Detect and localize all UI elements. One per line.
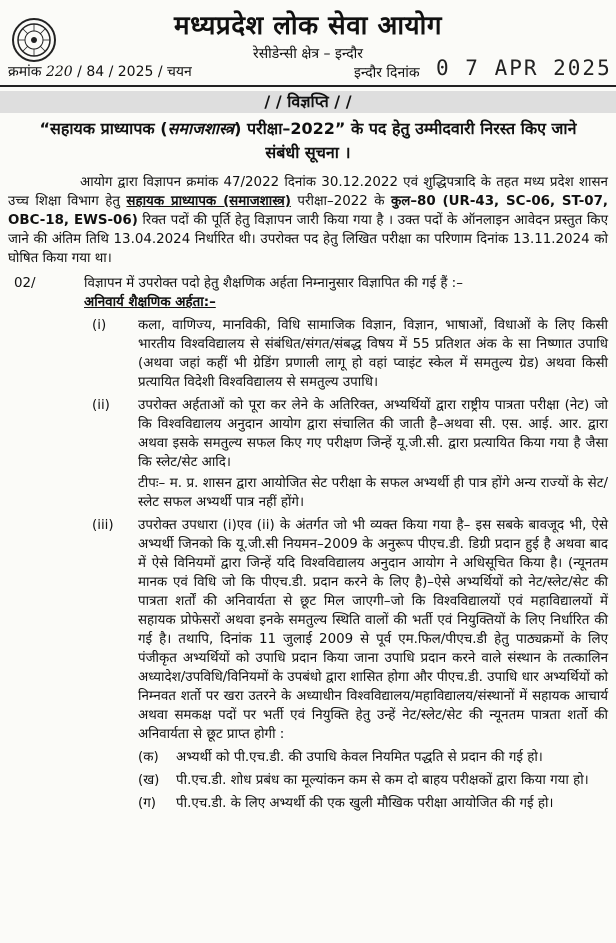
sub-list-item (0, 794, 616, 813)
notice-subject (0, 114, 616, 163)
section-02 (0, 274, 616, 312)
reference-handwritten-number: 220 (45, 64, 73, 80)
sub-item-number: (ख) (138, 773, 160, 788)
organization-address: रेसीडेन्सी क्षेत्र – इन्दौर (252, 46, 363, 62)
item-text: कला, वाणिज्य, मानविकी, विधि सामाजिक विज्ञान, विज्ञान, भाषाओं, विधाओं के लिए किसी भारतीय विश्वविद्यालय से संबंधित/संगत/संबद्ध विषय में 55 प्रतिशत अंक के सा निष्णात उपाधि (अथवा जहां कहीं भी ग्रेडिंग प्रणाली लागू हो वहां प्वाइंट स्केल में समतुल्य ग्रेड) अथवा किसी प्रत्यायित विदेशी विश्वविद्यालय से समतुल्य उपाधि। (138, 318, 608, 390)
item-text: उपरोक्त अर्हताओं को पूरा कर लेने के अतिरिक्त, अभ्यर्थियों द्वारा राष्ट्रीय पात्रता परीक्षा (नेट) जो कि विश्वविद्यालय अनुदान आयोग द्वारा संचालित की जाती है–अथवा सी. एस. आई. आर. द्वारा अथवा इसके समतुल्य सफल किए गए परीक्षण जिन्हें यू.जी.सी. द्वारा प्रत्यायित किया गया है जैसा कि स्लेट/सेट आदि। (138, 398, 608, 470)
subject-text-2: ) परीक्षा–2022” के पद हेतु उम्मीदवारी निरस्त किए जाने संबंधी सूचना । (234, 119, 577, 162)
reference-prefix: क्रमांक (8, 64, 42, 80)
sub-list-item (0, 748, 616, 767)
item-note: टीपः– म. प्र. शासन द्वारा आयोजित सेट परीक्षा के सफल अभ्यर्थी ही पात्र होंगे अन्य राज्यों के सेट/स्लेट सफल अभ्यर्थी पात्र नहीं होंगे। (138, 476, 608, 510)
notice-banner: / / विज्ञप्ति / / (0, 91, 616, 113)
sub-item-text: पी.एच.डी. शोध प्रबंध का मूल्यांकन कम से कम दो बाहय परीक्षकों द्वारा किया गया हो। (176, 773, 589, 788)
sub-item-text: अभ्यर्थी को पी.एच.डी. की उपाधि केवल नियमित पद्धति से प्रदान की गई हो। (176, 750, 543, 765)
sub-item-text: पी.एच.डी. के लिए अभ्यर्थी की एक खुली मौखिक परीक्षा आयोजित की गई हो। (176, 796, 554, 811)
place-date-label: इन्दौर दिनांक (354, 65, 420, 81)
para1-text-a: आयोग द्वारा विज्ञापन क्रमांक 47/2022 दिनांक 30.12.2022 एवं शुद्धिपत्रादि के तहत मध्य प्रदेश शासन उच्च शिक्षा विभाग हेतु (8, 175, 608, 209)
item-number: (iii) (92, 518, 114, 533)
sub-list-item (0, 771, 616, 790)
subject-text-1: “सहायक प्राध्यापक ( (39, 119, 168, 138)
organization-name: मध्यप्रदेश लोक सेवा आयोग (174, 11, 442, 41)
subject-text-italic: समाजशास्त्र (167, 119, 235, 138)
para1-text-c: परीक्षा–2022 के (290, 194, 391, 209)
list-item (0, 516, 616, 744)
para1-vacancy-count: कुल–80 (UR-43, SC-06, ST-07, OBC-18, EWS-06) (8, 194, 608, 228)
list-item (0, 396, 616, 512)
date-stamp: 0 7 APR 2025 (436, 56, 612, 80)
section-number: 02/ (14, 276, 36, 291)
para1-text-e: रिक्त पदों की पूर्ति हेतु विज्ञापन जारी किया गया है । उक्त पदों के ऑनलाइन आवेदन प्रस्तुत किए जाने की अंतिम तिथि 13.04.2024 निर्धारित थी। उपरोक्त पद हेतु लिखित परीक्षा का परिणाम दिनांक 13.11.2024 को घोषित किया गया था। (8, 213, 608, 266)
item-text: उपरोक्त उपधारा (i)एव (ii) के अंतर्गत जो भी व्यक्त किया गया है– इस सबके बावजूद भी, ऐसे अभ्यर्थी जिनको कि यू.जी.सी नियमन–2009 के अनुरूप पीएच.डी. डिग्री प्रदान हुई है अथवा बाद में ऐसे विनियमों द्वारा जिन्हें यदि विश्वविद्यालय अनुदान आयोग ने अधिसूचित किया है। (न्यूनतम मानक एवं विधि जो कि पीएच.डी. प्रदान करने के लिए है)–ऐसे अभ्यर्थियों को नेट/स्लेट/सेट की पात्रता शर्तों की अनिवार्यता से छूट मिल जाएगी–जो कि विश्वविद्यालयों एवं महाविद्यालयों में सहायक प्रोफेसरों अथवा इनके समतुल्य स्थिति वालों की भर्ती एवं नियुक्तियों के लिए निर्धारित की गई है। तथापि, दिनांक 11 जुलाई 2009 से पूर्व एम.फिल/पीएच.डी हेतु पाठ्यक्रमों के लिए पंजीकृत अभ्यर्थियों को उपाधि प्रदान किया जाना उपाधि प्रदान करने वाले संस्थान के तत्कालिन अध्यादेश/उपविधि/विनियमों के उपबंधो द्वारा शासित होगा और पीएच.डी. उपाधि धार अभ्यर्थियों को निम्नवत शर्तो पर खरा उतरने के अध्याधीन विश्वविद्यालय/महाविद्यालय/संस्थानों में सहायक आचार्य अथवा समकक्ष पदों पर भर्ती एवं नियुक्ति हेतु उन्हें नेट/स्लेट/सेट की न्यूनतम पात्रता शर्तो की अनिवार्यता से छूट प्राप्त होगी : (138, 518, 608, 742)
reference-suffix: / 84 / 2025 / चयन (77, 64, 192, 80)
item-number: (i) (92, 318, 107, 333)
sub-item-number: (क) (138, 750, 159, 765)
section-intro: विज्ञापन में उपरोक्त पदो हेतु शैक्षणिक अर्हता निम्नानुसार विज्ञापित की गई हैं :– (84, 276, 463, 291)
reference-number (8, 62, 192, 81)
item-number: (ii) (92, 398, 110, 413)
letterhead (0, 0, 616, 114)
sub-item-number: (ग) (138, 796, 156, 811)
paragraph-01 (8, 173, 608, 268)
para1-post-name: सहायक प्राध्यापक (समाजशास्त्र) (126, 194, 291, 209)
header-divider (0, 85, 616, 87)
list-item (0, 316, 616, 392)
section-heading: अनिवार्य शैक्षणिक अर्हता:– (84, 295, 216, 310)
